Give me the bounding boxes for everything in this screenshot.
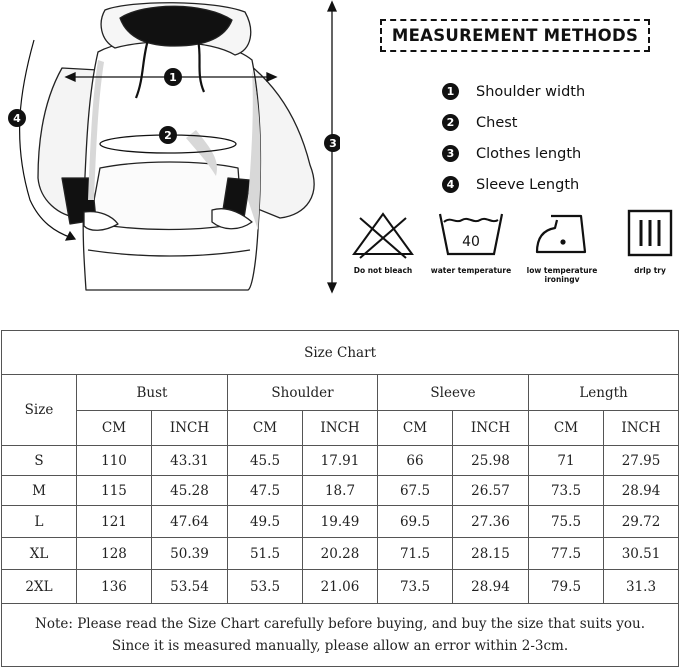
value-cell: 71.5 — [378, 538, 453, 570]
table-row — [2, 476, 679, 506]
value-cell: 31.3 — [604, 570, 679, 604]
measurement-methods-title: MEASUREMENT METHODS — [380, 19, 650, 52]
drip-dry-icon — [624, 208, 676, 260]
legend-item-shoulder — [442, 76, 585, 107]
do-not-bleach-icon — [350, 208, 416, 260]
unit-header-row — [2, 411, 679, 446]
value-cell: 79.5 — [529, 570, 604, 604]
value-cell: 21.06 — [303, 570, 378, 604]
value-cell: 20.28 — [303, 538, 378, 570]
value-cell: 27.95 — [604, 446, 679, 476]
size-cell: S — [2, 446, 77, 476]
measurement-section — [0, 0, 679, 330]
number-badge: 3 — [442, 145, 459, 162]
hoodie-illustration — [0, 0, 340, 300]
table-row — [2, 506, 679, 538]
legend-item-clothes-length — [442, 138, 585, 169]
legend-item-sleeve-length — [442, 169, 585, 200]
unit-header: CM — [77, 411, 152, 446]
water-temperature-value: 40 — [462, 234, 480, 250]
value-cell: 28.94 — [604, 476, 679, 506]
value-cell: 53.54 — [152, 570, 228, 604]
value-cell: 26.57 — [453, 476, 529, 506]
size-cell: L — [2, 506, 77, 538]
unit-header: CM — [228, 411, 303, 446]
group-header-length: Length — [529, 375, 679, 411]
table-row — [2, 446, 679, 476]
value-cell: 45.28 — [152, 476, 228, 506]
care-water-temperature — [426, 208, 516, 275]
note-row — [2, 604, 679, 667]
care-label-line-1: low temperature — [526, 266, 598, 275]
marker-sleeve: 4 — [13, 112, 21, 125]
care-low-temperature-ironing — [517, 208, 607, 284]
care-label: drlp try — [634, 266, 666, 275]
note-line-2: Since it is measured manually, please allow an error within 2-3cm. — [111, 638, 569, 654]
group-header-row — [2, 375, 679, 411]
value-cell: 45.5 — [228, 446, 303, 476]
care-label-line-2: ironingv — [544, 275, 580, 284]
unit-header: INCH — [453, 411, 529, 446]
value-cell: 29.72 — [604, 506, 679, 538]
marker-shoulder: 1 — [169, 71, 177, 84]
value-cell: 19.49 — [303, 506, 378, 538]
legend-label: Shoulder width — [476, 83, 586, 100]
value-cell: 27.36 — [453, 506, 529, 538]
value-cell: 47.64 — [152, 506, 228, 538]
value-cell: 25.98 — [453, 446, 529, 476]
value-cell: 71 — [529, 446, 604, 476]
value-cell: 77.5 — [529, 538, 604, 570]
unit-header: INCH — [303, 411, 378, 446]
size-cell: M — [2, 476, 77, 506]
group-header-bust: Bust — [77, 375, 228, 411]
value-cell: 69.5 — [378, 506, 453, 538]
value-cell: 47.5 — [228, 476, 303, 506]
unit-header: CM — [529, 411, 604, 446]
value-cell: 18.7 — [303, 476, 378, 506]
size-cell: 2XL — [2, 570, 77, 604]
care-label: Do not bleach — [353, 266, 413, 275]
note-line-1: Note: Please read the Size Chart carefully before buying, and buy the size that suits you. — [35, 616, 646, 632]
value-cell: 28.94 — [453, 570, 529, 604]
group-header-sleeve: Sleeve — [378, 375, 529, 411]
table-row — [2, 538, 679, 570]
legend-label: Sleeve Length — [476, 176, 580, 193]
unit-header: CM — [378, 411, 453, 446]
value-cell: 53.5 — [228, 570, 303, 604]
water-temperature-icon — [436, 208, 506, 260]
unit-header: INCH — [152, 411, 228, 446]
value-cell: 67.5 — [378, 476, 453, 506]
care-drip-dry — [605, 208, 679, 275]
size-chart-title: Size Chart — [2, 331, 679, 375]
value-cell: 121 — [77, 506, 152, 538]
value-cell: 66 — [378, 446, 453, 476]
value-cell: 50.39 — [152, 538, 228, 570]
value-cell: 17.91 — [303, 446, 378, 476]
care-do-not-bleach — [338, 208, 428, 275]
size-column-header: Size — [2, 375, 77, 446]
value-cell: 28.15 — [453, 538, 529, 570]
measurement-legend — [442, 76, 585, 200]
number-badge: 1 — [442, 83, 459, 100]
value-cell: 30.51 — [604, 538, 679, 570]
value-cell: 128 — [77, 538, 152, 570]
marker-chest: 2 — [164, 129, 172, 142]
value-cell: 136 — [77, 570, 152, 604]
value-cell: 43.31 — [152, 446, 228, 476]
legend-label: Chest — [476, 114, 518, 131]
legend-item-chest — [442, 107, 585, 138]
legend-label: Clothes length — [476, 145, 582, 162]
value-cell: 73.5 — [529, 476, 604, 506]
value-cell: 49.5 — [228, 506, 303, 538]
low-temperature-ironing-icon — [529, 208, 595, 260]
care-label: water temperature — [430, 266, 512, 275]
number-badge: 2 — [442, 114, 459, 131]
size-chart-table — [1, 330, 679, 667]
number-badge: 4 — [442, 176, 459, 193]
value-cell: 75.5 — [529, 506, 604, 538]
value-cell: 73.5 — [378, 570, 453, 604]
size-cell: XL — [2, 538, 77, 570]
value-cell: 110 — [77, 446, 152, 476]
value-cell: 51.5 — [228, 538, 303, 570]
value-cell: 115 — [77, 476, 152, 506]
unit-header: INCH — [604, 411, 679, 446]
group-header-shoulder: Shoulder — [228, 375, 378, 411]
title-row — [2, 331, 679, 375]
table-row — [2, 570, 679, 604]
marker-length: 3 — [329, 137, 337, 150]
size-chart-note — [2, 604, 679, 667]
